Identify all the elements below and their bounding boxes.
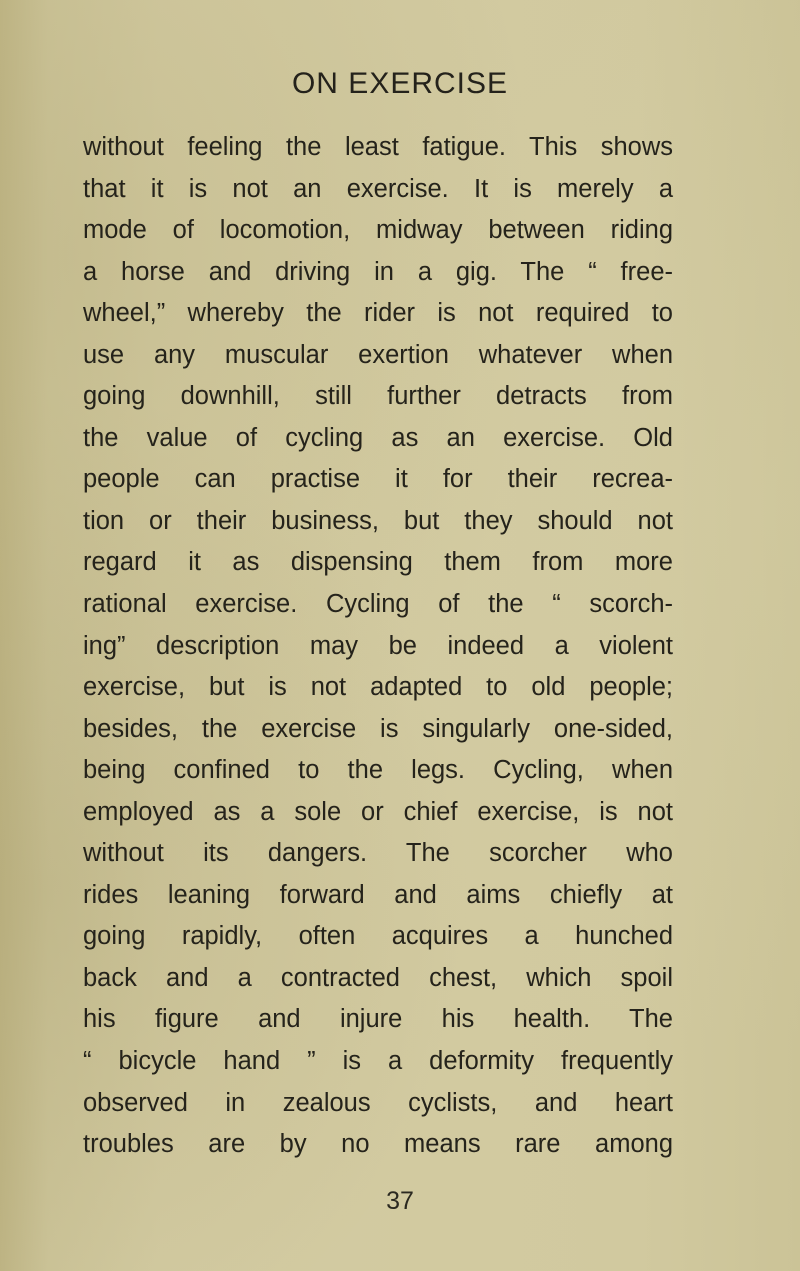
text-line: tion or their business, but they should not [83, 506, 673, 535]
text-line: a horse and driving in a gig. The “ free- [83, 257, 673, 286]
text-line: rides leaning forward and aims chiefly at [83, 880, 673, 909]
text-line: that it is not an exercise. It is merely a [83, 174, 673, 203]
text-line: use any muscular exertion whatever when [83, 340, 673, 369]
text-line: rational exercise. Cycling of the “ scorch- [83, 590, 673, 619]
text-line: being confined to the legs. Cycling, when [83, 756, 673, 785]
text-line: ing” description may be indeed a violent [83, 631, 673, 660]
text-line: troubles are by no means rare among [83, 1130, 673, 1159]
text-line: “ bicycle hand ” is a deformity frequently [83, 1047, 673, 1076]
body-text [83, 127, 673, 1166]
text-line: without its dangers. The scorcher who [83, 839, 673, 868]
text-line: exercise, but is not adapted to old people; [83, 673, 673, 702]
running-head: ON EXERCISE [291, 67, 509, 100]
text-line: besides, the exercise is singularly one-sided, [83, 714, 673, 743]
text-line: regard it as dispensing them from more [83, 548, 673, 577]
text-line: going rapidly, often acquires a hunched [83, 922, 673, 951]
text-line: observed in zealous cyclists, and heart [83, 1088, 673, 1117]
text-line: mode of locomotion, midway between riding [83, 216, 673, 245]
text-line: wheel,” whereby the rider is not required to [83, 299, 673, 328]
text-line: back and a contracted chest, which spoil [83, 963, 673, 992]
text-line: people can practise it for their recrea- [83, 465, 673, 494]
text-line: without feeling the least fatigue. This shows [83, 133, 673, 161]
text-line: his figure and injure his health. The [83, 1005, 673, 1034]
text-line: the value of cycling as an exercise. Old [83, 423, 673, 452]
text-line: employed as a sole or chief exercise, is not [83, 797, 673, 826]
text-line: going downhill, still further detracts from [83, 382, 673, 411]
page-number: 37 [386, 1187, 414, 1215]
